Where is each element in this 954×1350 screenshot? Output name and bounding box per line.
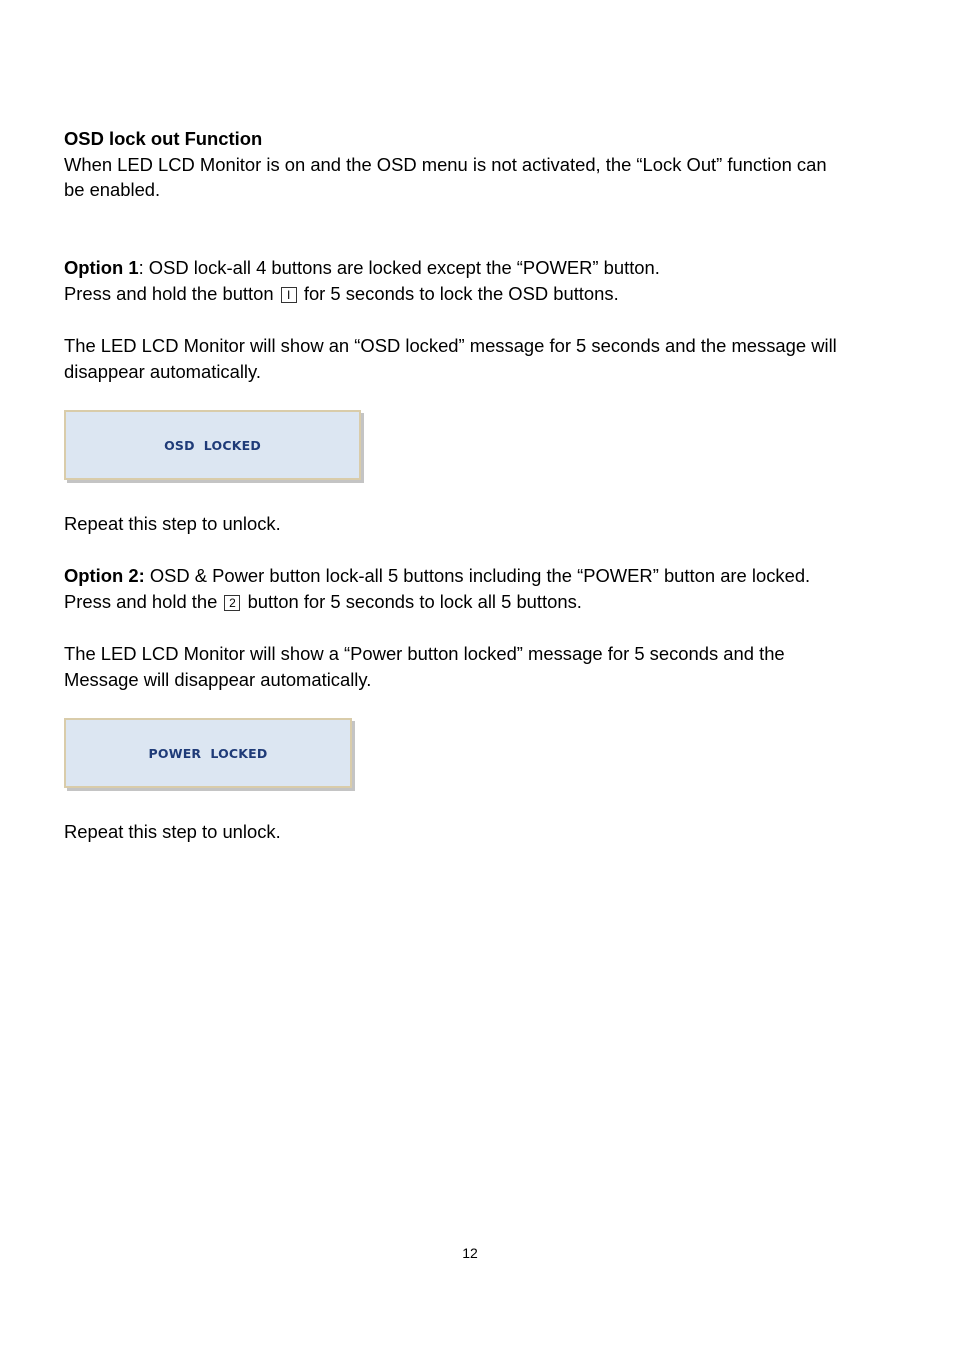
intro-line-2: be enabled. xyxy=(64,179,161,200)
option2-repeat: Repeat this step to unlock. xyxy=(64,821,281,842)
power-locked-message-box xyxy=(64,718,352,788)
intro-line-1: When LED LCD Monitor is on and the OSD menu is not activated, the “Lock Out” function can xyxy=(64,154,827,175)
option2-label: Option 2: xyxy=(64,565,145,586)
option1-press-after: for 5 seconds to lock the OSD buttons. xyxy=(298,283,619,304)
option2-press-before: Press and hold the xyxy=(64,591,223,612)
option2-press-after: button for 5 seconds to lock all 5 buttons. xyxy=(242,591,582,612)
power-locked-text: POWER LOCKED xyxy=(148,745,268,761)
option1-instruction xyxy=(64,281,619,307)
option2-message-line-2: Message will disappear automatically. xyxy=(64,669,372,690)
key-1-icon: I xyxy=(281,287,297,303)
option2-heading xyxy=(64,563,810,589)
osd-locked-text: OSD LOCKED xyxy=(164,437,261,453)
option1-label: Option 1 xyxy=(64,257,139,278)
option2-instruction xyxy=(64,589,582,615)
page-number: 12 xyxy=(462,1245,478,1261)
option2-description: OSD & Power button lock-all 5 buttons including the “POWER” button are locked. xyxy=(144,565,811,586)
option2-message-line-1: The LED LCD Monitor will show a “Power button locked” message for 5 seconds and the xyxy=(64,643,785,664)
option1-message-line-1: The LED LCD Monitor will show an “OSD locked” message for 5 seconds and the message will xyxy=(64,335,837,356)
section-title: OSD lock out Function xyxy=(64,128,263,149)
option1-description: : OSD lock-all 4 buttons are locked except the “POWER” button. xyxy=(138,257,660,278)
option1-repeat: Repeat this step to unlock. xyxy=(64,513,281,534)
osd-locked-message-box xyxy=(64,410,361,480)
key-2-icon: 2 xyxy=(224,595,240,611)
option1-heading xyxy=(64,255,660,281)
option1-message-line-2: disappear automatically. xyxy=(64,361,261,382)
option1-press-before: Press and hold the button xyxy=(64,283,279,304)
